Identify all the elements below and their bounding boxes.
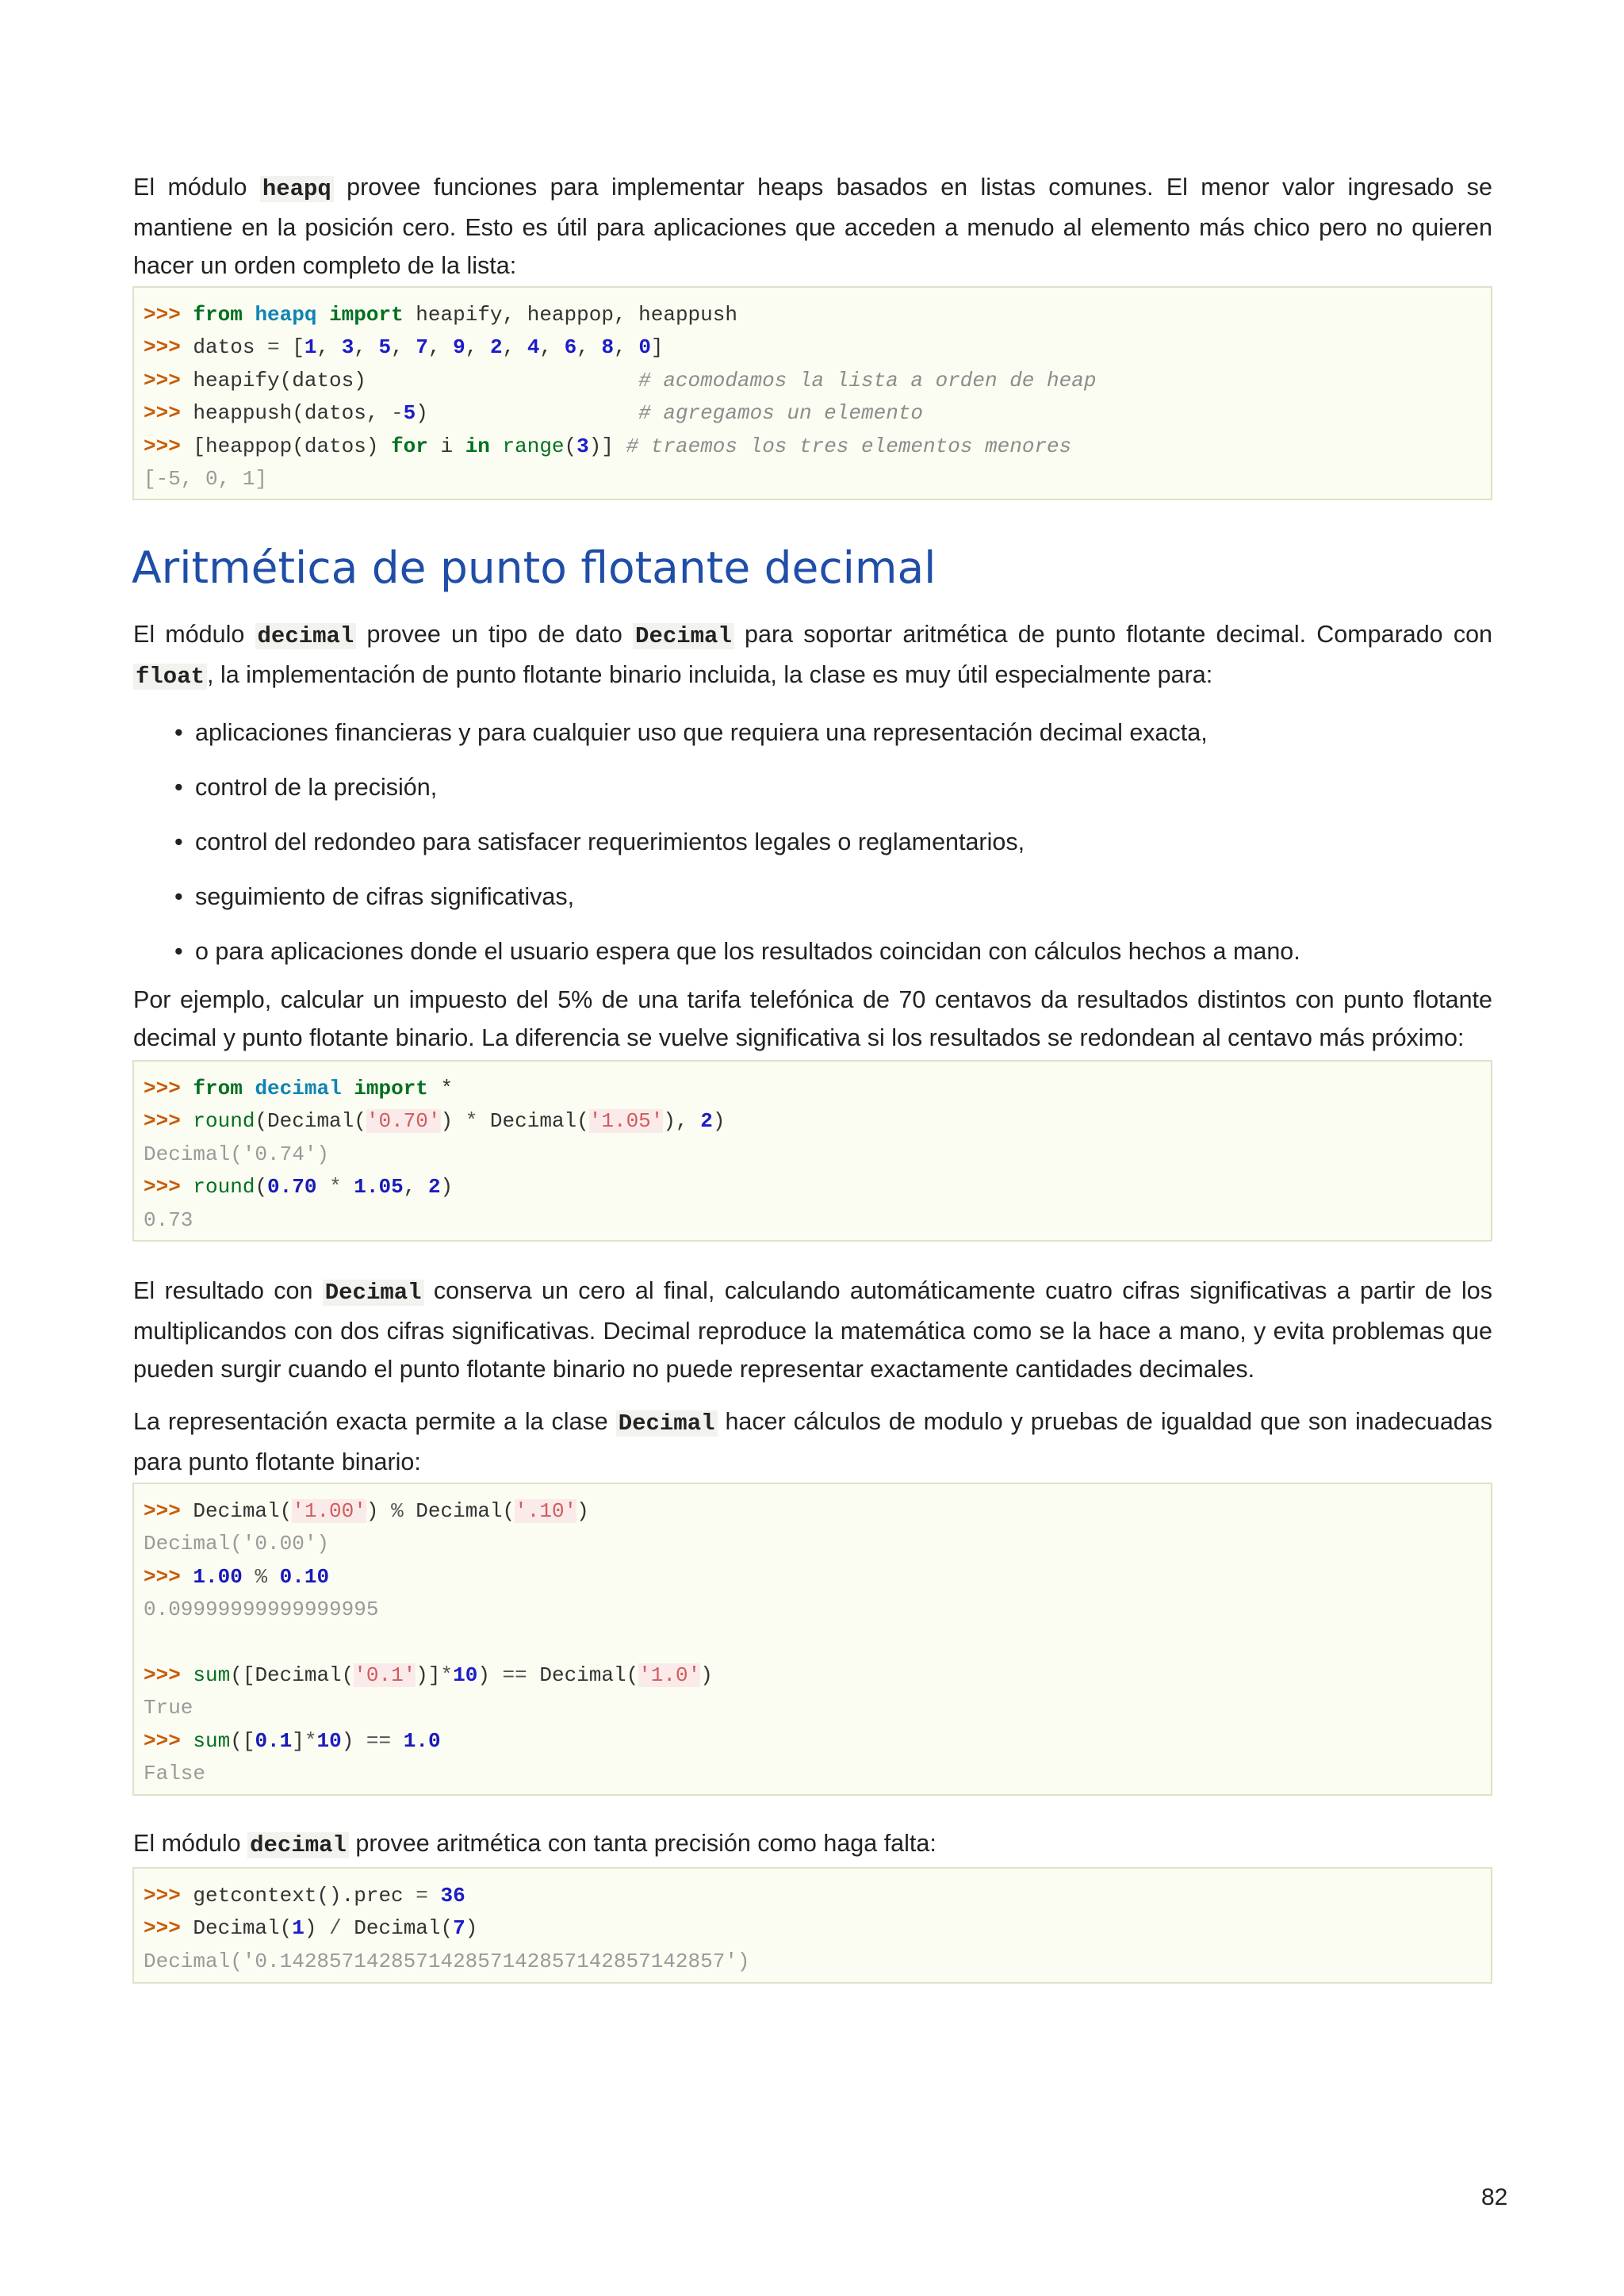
operator: * — [440, 1663, 454, 1688]
list-item: • control de la precisión, — [174, 768, 1300, 823]
string-literal: '1.00' — [292, 1499, 366, 1523]
code-text: getcontext().prec — [180, 1884, 416, 1908]
inline-code-Decimal: Decimal — [633, 623, 734, 649]
list-item: • aplicaciones financieras y para cualquier uso que requiera una representación decimal exacta, — [174, 714, 1300, 768]
inline-code-heapq: heapq — [260, 176, 334, 202]
code-text: Decimal( — [527, 1663, 639, 1688]
operator: == — [502, 1663, 527, 1688]
code-output: True — [144, 1696, 193, 1720]
text-run: La representación exacta permite a la clase — [133, 1408, 616, 1435]
number: 2 — [427, 1175, 441, 1200]
code-text: [heappop(datos) — [180, 434, 392, 458]
module-name: heapq — [255, 303, 317, 327]
number: 5 — [403, 401, 416, 426]
code-text: , — [391, 335, 416, 360]
text-run: hacer cálculos de modulo y pruebas de igualdad que son inadecuadas para punto flotante binario: — [133, 1408, 1492, 1475]
code-text: ) — [700, 1663, 713, 1688]
string-literal: '0.1' — [354, 1663, 416, 1688]
code-text: Decimal( — [180, 1499, 293, 1523]
text-run: El módulo — [133, 621, 255, 648]
builtin: round — [193, 1109, 255, 1134]
code-text: ) — [712, 1109, 726, 1134]
code-text: ([ — [230, 1728, 255, 1753]
prompt: >>> — [144, 1499, 181, 1523]
string-literal: '1.0' — [638, 1663, 701, 1688]
code-text: heappush(datos, — [180, 401, 392, 426]
prompt: >>> — [144, 1077, 181, 1100]
code-text — [342, 1175, 354, 1199]
builtin: sum — [193, 1663, 231, 1688]
prompt: >>> — [144, 434, 181, 458]
code-block-heapq — [132, 286, 1492, 500]
code-text: ) — [304, 1916, 330, 1941]
code-text: )] — [416, 1663, 441, 1688]
code-text: heapify(datos) — [180, 368, 366, 392]
code-text: ), — [663, 1109, 701, 1134]
operator: = — [267, 335, 280, 360]
code-text: ) — [465, 1916, 478, 1941]
number: 0.70 — [267, 1175, 317, 1200]
keyword: in — [465, 434, 490, 458]
number: 6 — [564, 335, 577, 360]
number: 1 — [304, 335, 317, 360]
code-text: ) — [440, 1175, 454, 1200]
exact-representation-paragraph — [133, 1402, 1492, 1481]
operator: / — [329, 1916, 342, 1941]
code-output: False — [144, 1762, 206, 1786]
number: 8 — [601, 335, 615, 360]
text-run: El módulo — [133, 1830, 248, 1857]
text-run: para soportar aritmética de punto flotante decimal. Comparado con — [733, 621, 1492, 648]
code-text: * — [427, 1077, 454, 1100]
code-comment: # acomodamos la lista a orden de heap — [638, 368, 1097, 392]
string-literal: '1.05' — [588, 1109, 664, 1134]
code-text: )] — [588, 434, 626, 458]
prompt: >>> — [144, 1884, 181, 1908]
code-block-modulo — [132, 1483, 1492, 1796]
prompt: >>> — [144, 401, 181, 426]
list-item: • o para aplicaciones donde el usuario espera que los resultados coincidan con cálculos hechos a mano. — [174, 932, 1300, 987]
code-comment: # traemos los tres elementos menores — [626, 434, 1072, 458]
text-run: El resultado con — [133, 1277, 323, 1304]
heapq-intro-paragraph — [133, 168, 1492, 285]
number: 0.10 — [279, 1564, 330, 1589]
section-heading: Aritmética de punto flotante decimal — [132, 542, 936, 593]
code-text: , — [576, 335, 602, 360]
precision-paragraph — [133, 1824, 1492, 1865]
number: 9 — [453, 335, 465, 360]
code-text: , — [316, 335, 342, 360]
keyword: for — [391, 434, 428, 458]
code-text: ] — [292, 1728, 304, 1753]
code-text: ([Decimal( — [230, 1663, 354, 1688]
text-run: provee funciones para implementar heaps basados en listas comunes. El menor valor ingresado se mantiene en la posición cero. Esto es útil para aplicaciones que acceden a menudo al elemento más chico pero no quieren hacer un orden completo de la lista: — [133, 174, 1492, 279]
operator: = — [416, 1884, 428, 1908]
code-text: ( — [255, 1175, 268, 1200]
operator: - — [391, 401, 404, 426]
code-text: ) — [440, 1109, 465, 1134]
code-text: , — [539, 335, 565, 360]
code-text: ( — [564, 434, 577, 458]
inline-code-float: float — [133, 664, 207, 690]
example-paragraph: Por ejemplo, calcular un impuesto del 5% de una tarifa telefónica de 70 centavos da resultados distintos con punto flotante decimal y punto flotante binario. La diferencia se vuelve significativa si los resultados se redondean al centavo más próximo: — [133, 986, 1492, 1051]
code-text: , — [403, 1175, 428, 1200]
code-text: heapify, heappop, heappush — [403, 303, 737, 327]
number: 0 — [638, 335, 651, 360]
code-text: [ — [279, 335, 304, 360]
code-output: Decimal('0.142857142857142857142857142857142857') — [144, 1949, 750, 1973]
string-literal: '0.70' — [366, 1109, 441, 1134]
code-text: Decimal( — [180, 1916, 293, 1941]
code-text: (Decimal( — [255, 1109, 366, 1134]
number: 36 — [440, 1884, 465, 1908]
text-run: provee un tipo de dato — [356, 621, 634, 648]
code-text: ) — [366, 1499, 392, 1523]
code-comment: # agregamos un elemento — [638, 401, 923, 426]
number: 7 — [453, 1916, 465, 1941]
list-item: • control del redondeo para satisfacer requerimientos legales o reglamentarios, — [174, 823, 1300, 878]
use-cases-list — [174, 714, 1300, 987]
code-text: , — [502, 335, 527, 360]
number: 4 — [527, 335, 540, 360]
number: 1.00 — [193, 1564, 243, 1589]
inline-code-decimal: decimal — [255, 623, 357, 649]
operator: * — [329, 1175, 342, 1200]
code-text: ) — [477, 1663, 503, 1688]
code-block-precision — [132, 1867, 1492, 1984]
code-output: [-5, 0, 1] — [144, 467, 268, 492]
module-name: decimal — [255, 1077, 342, 1100]
keyword: from — [193, 303, 243, 327]
number: 3 — [341, 335, 354, 360]
code-text: ) — [416, 401, 428, 426]
number: 1 — [292, 1916, 304, 1941]
number: 2 — [490, 335, 503, 360]
prompt: >>> — [144, 303, 181, 327]
prompt: >>> — [144, 1109, 181, 1134]
code-text — [490, 434, 503, 458]
keyword: import — [329, 303, 404, 327]
keyword: from — [193, 1077, 243, 1100]
code-text: Decimal( — [403, 1499, 515, 1523]
code-text: , — [465, 335, 490, 360]
number: 7 — [416, 335, 428, 360]
prompt: >>> — [144, 335, 181, 360]
prompt: >>> — [144, 1564, 181, 1589]
operator: * — [304, 1728, 317, 1753]
code-text: datos — [180, 335, 268, 360]
number: 1.0 — [403, 1728, 441, 1753]
text-run: provee aritmética con tanta precisión como haga falta: — [348, 1830, 936, 1857]
text-run: El módulo — [133, 174, 260, 201]
string-literal: '.10' — [515, 1499, 577, 1523]
code-text: i — [427, 434, 465, 458]
code-text: ) — [576, 1499, 589, 1523]
code-text: ) — [341, 1728, 366, 1753]
code-output: 0.09999999999999995 — [144, 1598, 379, 1622]
code-text: ] — [650, 335, 664, 360]
inline-code-decimal: decimal — [247, 1832, 349, 1858]
prompt: >>> — [144, 1663, 181, 1688]
builtin: round — [193, 1175, 255, 1200]
code-text: Decimal( — [477, 1109, 589, 1134]
code-text: , — [354, 335, 379, 360]
number: 1.05 — [354, 1175, 404, 1200]
code-text: , — [614, 335, 639, 360]
number: 10 — [453, 1663, 478, 1688]
prompt: >>> — [144, 1916, 181, 1941]
keyword: import — [354, 1077, 428, 1100]
inline-code-Decimal: Decimal — [323, 1280, 424, 1306]
operator: % — [255, 1564, 268, 1589]
code-output: Decimal('0.74') — [144, 1142, 330, 1166]
page-number: 82 — [1481, 2184, 1508, 2210]
code-text — [316, 1175, 329, 1199]
code-block-round — [132, 1060, 1492, 1242]
code-text — [391, 1729, 404, 1753]
code-text: , — [427, 335, 454, 360]
decimal-intro-paragraph — [133, 615, 1492, 696]
result-paragraph — [133, 1272, 1492, 1388]
prompt: >>> — [144, 368, 181, 392]
prompt: >>> — [144, 1728, 181, 1753]
text-run: conserva un cero al final, calculando automáticamente cuatro cifras significativas a partir de los multiplicandos con dos cifras significativas. Decimal reproduce la matemática como se la hace a mano, y evita problemas que pueden surgir cuando el punto flotante binario no puede representar exactamente cantidades decimales. — [133, 1277, 1493, 1383]
number: 10 — [316, 1728, 342, 1753]
list-item: • seguimiento de cifras significativas, — [174, 878, 1300, 932]
builtin: sum — [193, 1728, 231, 1753]
number: 3 — [576, 434, 589, 458]
number: 0.1 — [255, 1728, 293, 1753]
code-text — [428, 1884, 441, 1908]
operator: % — [391, 1499, 404, 1523]
code-output: 0.73 — [144, 1207, 193, 1232]
number: 2 — [700, 1109, 713, 1134]
prompt: >>> — [144, 1175, 181, 1200]
operator: == — [366, 1728, 392, 1753]
operator: * — [465, 1109, 478, 1134]
inline-code-Decimal: Decimal — [616, 1410, 718, 1437]
number: 5 — [378, 335, 392, 360]
code-output: Decimal('0.00') — [144, 1532, 330, 1556]
builtin: range — [502, 434, 565, 458]
code-text: Decimal( — [341, 1916, 454, 1941]
text-run: , la implementación de punto flotante binario incluida, la clase es muy útil especialmente para: — [207, 661, 1213, 688]
